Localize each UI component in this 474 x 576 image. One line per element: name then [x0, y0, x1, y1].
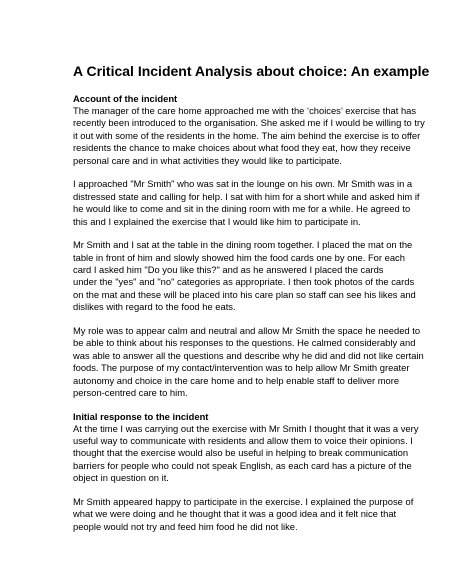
text-line: person-centred care to him. — [73, 387, 188, 399]
section-initial-response — [73, 411, 438, 534]
paragraph — [73, 105, 438, 167]
text-line: this and I explained the exercise that I would like him to participate in. — [73, 215, 361, 227]
text-line: table in front of him and slowly showed him the food cards one by one. For each — [73, 251, 405, 263]
text-line: The manager of the care home approached me with the ‘choices’ exercise that has — [73, 105, 417, 116]
paragraph — [73, 496, 438, 533]
text-line: it out with some of the residents in the home. The aim behind the exercise is to offer — [73, 129, 421, 141]
section-account — [73, 93, 438, 411]
text-line: autonomy and choice in the care home and to help enable staff to deliver more — [73, 374, 400, 386]
text-line: what we were doing and he thought that it was a good idea and it felt nice that — [73, 508, 397, 520]
text-line: card I asked him "Do you like this?" and as he answered I placed the cards — [73, 263, 384, 275]
text-line: Mr Smith appeared happy to participate in the exercise. I explained the purpose of — [73, 495, 414, 507]
text-line: recently been introduced to the organisation. She asked me if I would be willing to try — [73, 117, 425, 129]
text-line: he would like to come and sit in the dining room with me for a while. He agreed to — [73, 203, 411, 215]
paragraph — [73, 239, 438, 314]
document-body — [73, 93, 438, 533]
text-line: object in question on it. — [73, 472, 169, 484]
text-line: useful way to communicate with residents and allow them to voice their opinions. I — [73, 434, 413, 446]
text-line: be able to think about his responses to the questions. He calmed considerably and — [73, 337, 416, 349]
text-line: At the time I was carrying out the exercise with Mr Smith I thought that it was a very — [73, 422, 419, 434]
text-line: My role was to appear calm and neutral and allow Mr Smith the space he needed to — [73, 324, 421, 336]
paragraph — [73, 325, 438, 400]
text-line: thought that the exercise would also be useful in helping to break communication — [73, 447, 409, 459]
text-line: personal care and in what activities they would like to participate. — [73, 154, 342, 166]
paragraph — [73, 178, 438, 228]
text-line: under the "yes" and "no" categories as appropriate. I then took photos of the cards — [73, 276, 415, 288]
text-line: dislikes with regard to the food he eats. — [73, 301, 236, 313]
text-line: on the mat and these will be placed into his care plan so staff can see his likes and — [73, 288, 416, 300]
section-heading: Initial response to the incident — [73, 410, 209, 422]
text-line: people would not try and feed him food he did not like. — [73, 520, 298, 532]
text-line: was able to answer all the questions and describe why he did and did not like certain — [73, 349, 424, 361]
text-line: foods. The purpose of my contact/intervention was to help allow Mr Smith greater — [73, 362, 410, 374]
text-line: distressed state and calling for help. I sat with him for a short while and asked him if — [73, 190, 420, 202]
text-line: residents the chance to make choices about what food they eat, how they receive — [73, 142, 411, 154]
section-heading: Account of the incident — [73, 93, 178, 104]
text-line: Mr Smith and I sat at the table in the dining room together. I placed the mat on the — [73, 239, 413, 251]
text-line: barriers for people who could not speak English, as each card has a picture of the — [73, 459, 412, 471]
document-title: A Critical Incident Analysis about choice: An example — [73, 63, 430, 79]
paragraph — [73, 423, 438, 485]
text-line: I approached "Mr Smith" who was sat in the lounge on his own. Mr Smith was in a — [73, 178, 413, 190]
